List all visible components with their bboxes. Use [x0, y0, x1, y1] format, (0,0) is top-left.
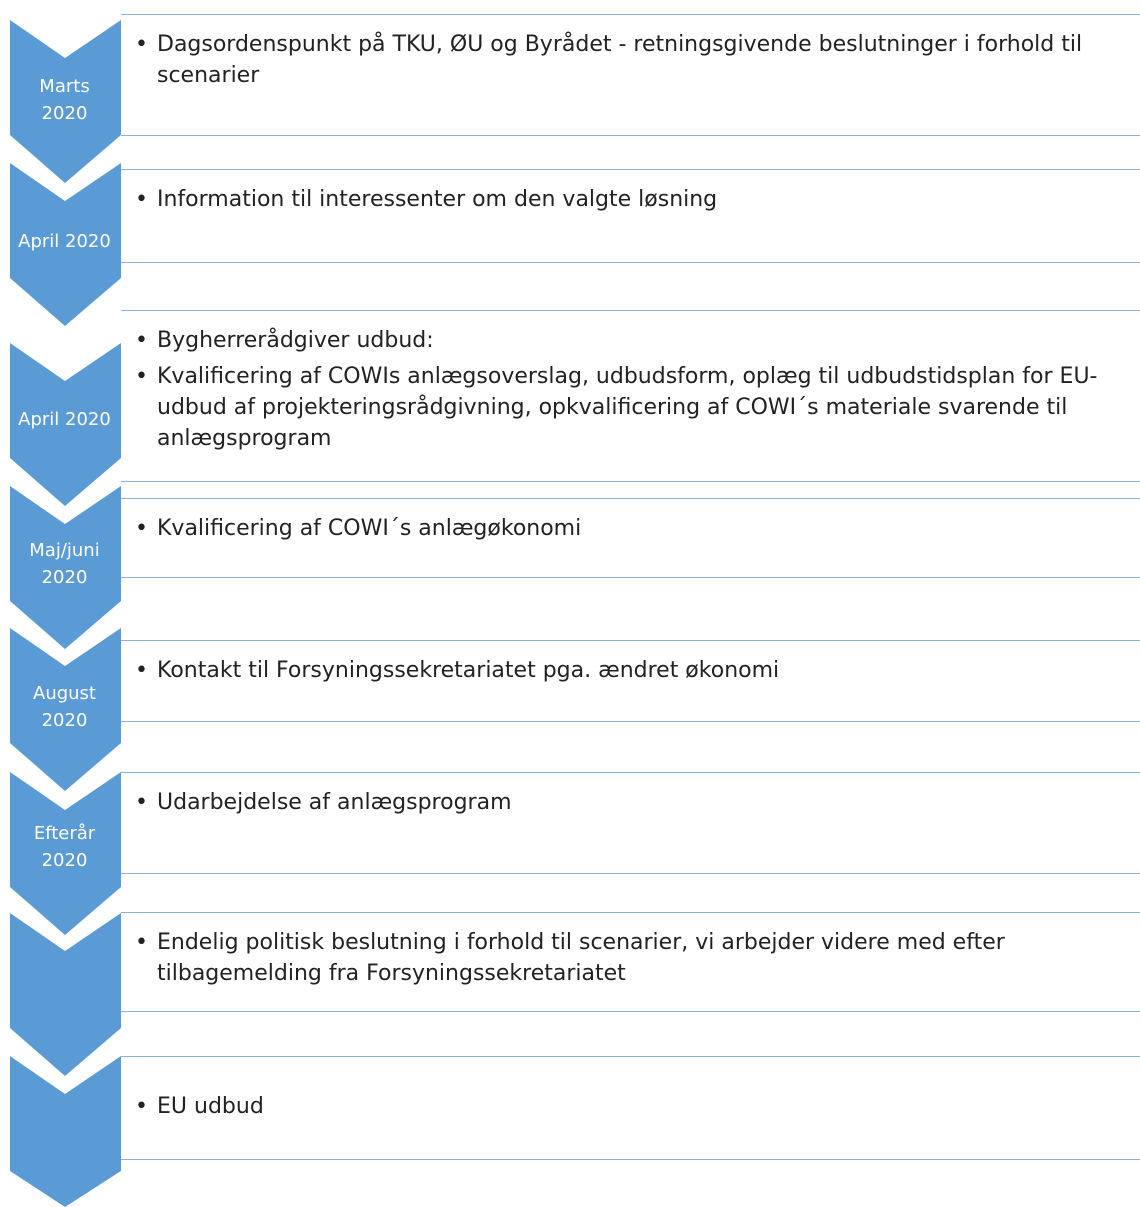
- bullet-item: • EU udbud: [157, 1091, 1140, 1122]
- bullet-item: • Dagsordenspunkt på TKU, ØU og Byrådet - retningsgivende beslutninger i forhold til scenarier: [157, 29, 1140, 91]
- chevron-shape-8: [10, 1056, 121, 1207]
- label-line: 2020: [41, 710, 88, 731]
- chevron-label-2: [8, 228, 121, 255]
- label-line: Efterår: [33, 823, 96, 844]
- label-line: Maj/juni: [29, 540, 100, 561]
- label-line: 2020: [41, 850, 88, 871]
- chevron-shape-7: [10, 913, 121, 1076]
- label-line: April 2020: [18, 231, 111, 252]
- chevron-label-4: [8, 537, 121, 591]
- chevron-label-5: [8, 680, 121, 734]
- bullet-item: • Kvalificering af COWI´s anlægøkonomi: [157, 513, 1140, 544]
- label-line: 2020: [41, 103, 88, 124]
- bullet-item: • Kontakt til Forsyningssekretariatet pga. ændret økonomi: [157, 655, 1140, 686]
- label-line: August: [33, 683, 96, 704]
- bullet-item: • Udarbejdelse af anlægsprogram: [157, 787, 1140, 818]
- chevron-label-6: [8, 820, 121, 874]
- bullet-item: • Kvalificering af COWIs anlægsoverslag, udbudsform, oplæg til udbudstidsplan for EU-udbud af projekteringsrådgivning, opkvalificering af COWI´s materiale svarende til anlægsprogram: [157, 361, 1140, 454]
- bullet-item: • Bygherrerådgiver udbud:: [157, 325, 1140, 356]
- bullet-item: • Endelig politisk beslutning i forhold til scenarier, vi arbejder videre med efter tilbagemelding fra Forsyningssekretariatet: [157, 927, 1140, 989]
- label-line: Marts: [39, 76, 90, 97]
- label-line: April 2020: [18, 409, 111, 430]
- chevron-label-3: [8, 406, 121, 433]
- label-line: 2020: [41, 567, 88, 588]
- chevron-label-1: [8, 73, 121, 127]
- bullet-item: • Information til interessenter om den valgte løsning: [157, 184, 1140, 215]
